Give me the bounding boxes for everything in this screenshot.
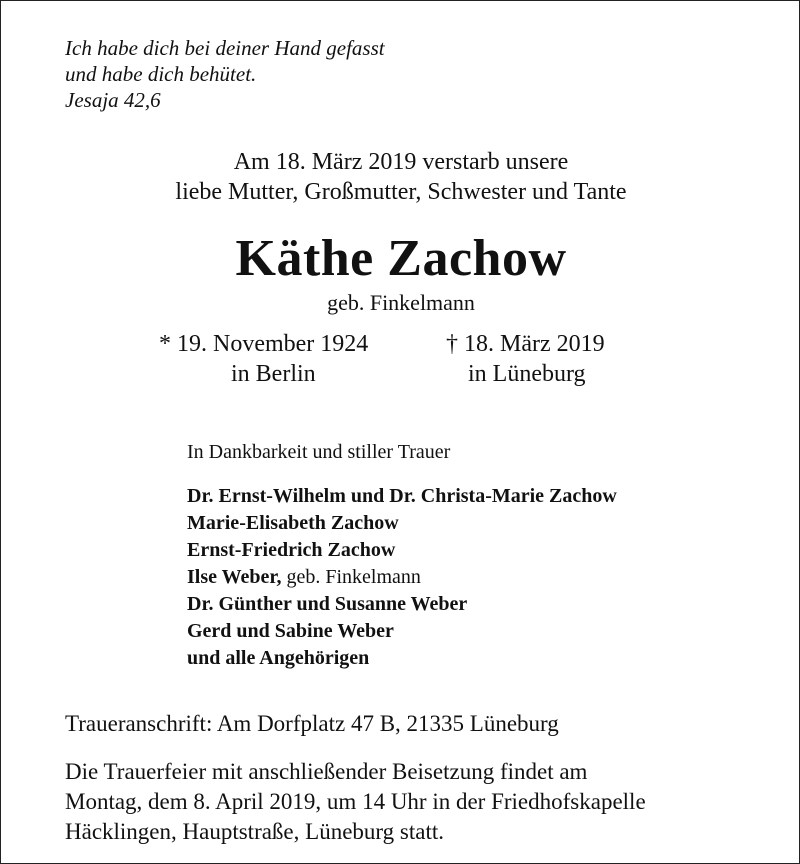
mourner-row: Dr. Ernst-Wilhelm und Dr. Christa-Marie Zachow [187, 485, 617, 507]
mourner-row: Ilse Weber, geb. Finkelmann [187, 566, 421, 588]
mourner-row: Gerd und Sabine Weber [187, 620, 394, 642]
mourner-row: Ernst-Friedrich Zachow [187, 539, 396, 561]
quote-line: Ich habe dich bei deiner Hand gefasst [65, 36, 385, 60]
mourner-row: und alle Angehörigen [187, 647, 370, 669]
birth-place: in Berlin [231, 361, 316, 387]
announcement-line: liebe Mutter, Großmutter, Schwester und Tante [175, 179, 627, 205]
mourner-row: Dr. Günther und Susanne Weber [187, 593, 468, 615]
birth-name: geb. Finkelmann [327, 290, 475, 315]
ceremony-line: Die Trauerfeier mit anschließender Beisetzung findet am [65, 759, 588, 784]
mourning-address: Traueranschrift: Am Dorfplatz 47 B, 21335 Lüneburg [65, 711, 559, 736]
gratitude-line: In Dankbarkeit und stiller Trauer [187, 441, 451, 463]
quote-line: und habe dich behütet. [65, 62, 257, 86]
mourners-list [187, 483, 617, 672]
death-announcement [1, 147, 800, 207]
ceremony-line: Montag, dem 8. April 2019, um 14 Uhr in der Friedhofskapelle [65, 789, 646, 814]
quote-source: Jesaja 42,6 [65, 88, 161, 112]
death-place: in Lüneburg [468, 361, 586, 387]
death-date: † 18. März 2019 [446, 331, 605, 357]
bible-quote [65, 35, 385, 113]
mourner-row: Marie-Elisabeth Zachow [187, 512, 399, 534]
announcement-line: Am 18. März 2019 verstarb unsere [233, 149, 569, 175]
birth-date: * 19. November 1924 [159, 331, 369, 357]
ceremony-line: Häcklingen, Hauptstraße, Lüneburg statt. [65, 819, 444, 844]
funeral-details [65, 757, 646, 847]
deceased-name: Käthe Zachow [235, 230, 567, 287]
